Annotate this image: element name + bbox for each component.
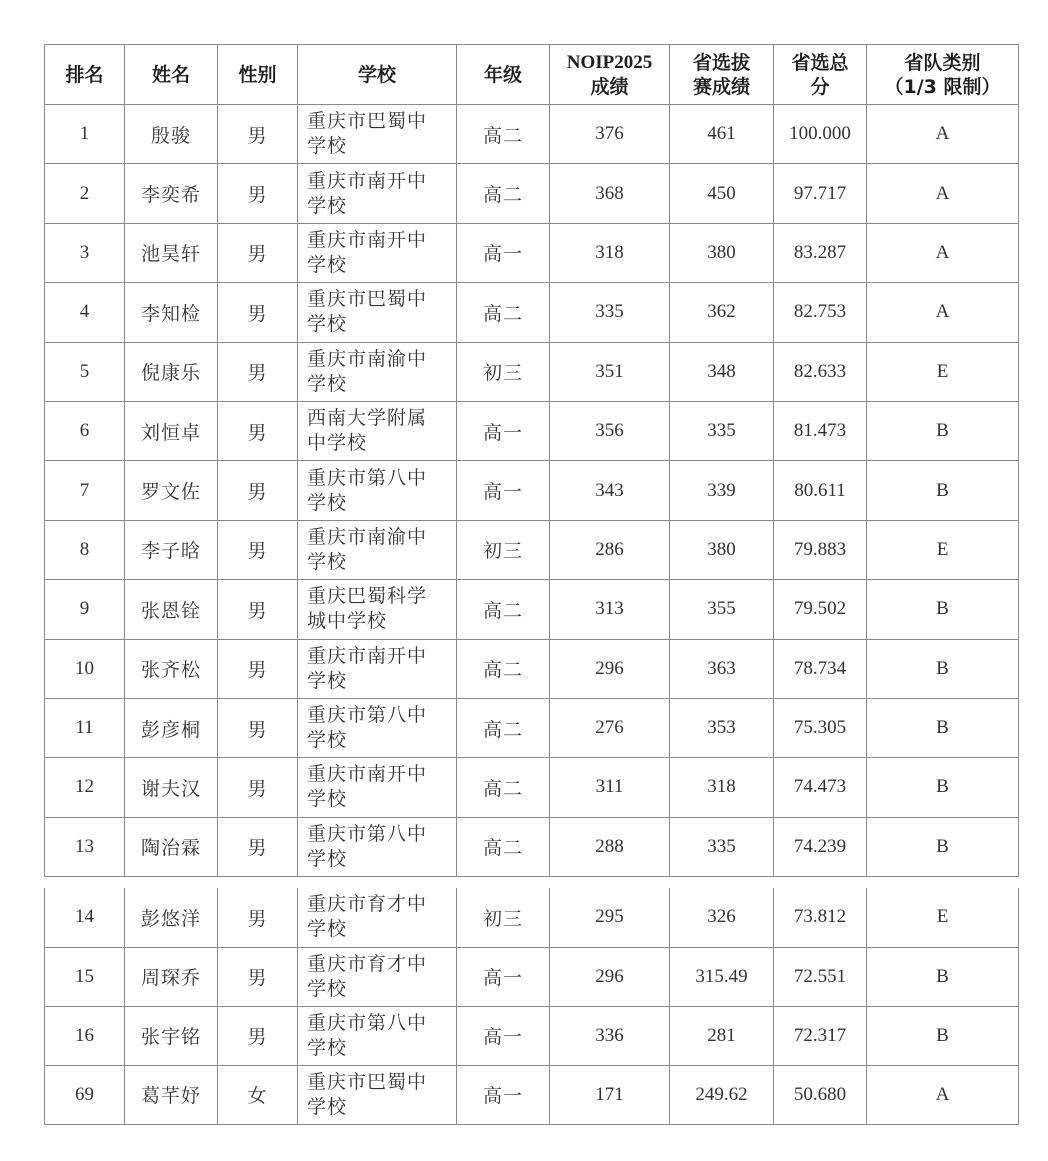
cell-school-line1: 重庆市巴蜀中 [307, 1070, 428, 1093]
cell-gender: 男 [218, 698, 298, 757]
cell-rank: 16 [45, 1006, 125, 1065]
cell-school [298, 105, 457, 164]
cell-name: 葛芊妤 [125, 1065, 218, 1124]
header-row [45, 45, 1019, 105]
cell-grade: 高二 [457, 580, 550, 639]
cell-total-score: 50.680 [774, 1065, 867, 1124]
cell-total-score: 82.633 [774, 342, 867, 401]
cell-team-category: A [867, 223, 1019, 282]
cell-selection-score: 355 [670, 580, 774, 639]
cell-school-line1: 重庆市南渝中 [307, 525, 428, 548]
cell-school-line1: 重庆市第八中 [307, 704, 428, 727]
cell-grade: 高二 [457, 758, 550, 817]
cell-selection-score: 353 [670, 698, 774, 757]
cell-rank: 6 [45, 401, 125, 460]
cell-gender: 男 [218, 520, 298, 579]
table-row [45, 698, 1019, 757]
cell-gender: 男 [218, 817, 298, 876]
cell-gender: 男 [218, 283, 298, 342]
cell-school [298, 758, 457, 817]
cell-school-line1: 重庆市第八中 [307, 1011, 428, 1034]
cell-rank: 9 [45, 580, 125, 639]
cell-gender: 男 [218, 461, 298, 520]
cell-total-score: 80.611 [774, 461, 867, 520]
cell-rank: 3 [45, 223, 125, 282]
cell-school-line1: 重庆市南开中 [307, 763, 428, 786]
cell-total-score: 75.305 [774, 698, 867, 757]
cell-noip-score: 286 [550, 520, 670, 579]
cell-team-category: B [867, 639, 1019, 698]
cell-name: 张宇铭 [125, 1006, 218, 1065]
header-noip-line2: 成绩 [590, 75, 629, 98]
table-row [45, 223, 1019, 282]
table-row [45, 342, 1019, 401]
cell-rank: 8 [45, 520, 125, 579]
cell-grade: 高一 [457, 947, 550, 1006]
header-name: 姓名 [125, 45, 218, 105]
cell-school-line1: 西南大学附属 [307, 407, 428, 430]
cell-selection-score: 335 [670, 401, 774, 460]
cell-school-line2: 学校 [307, 135, 348, 158]
cell-gender: 男 [218, 401, 298, 460]
cell-selection-score: 380 [670, 223, 774, 282]
cell-school [298, 698, 457, 757]
cell-grade: 高二 [457, 698, 550, 757]
cell-team-category: E [867, 520, 1019, 579]
cell-grade: 初三 [457, 520, 550, 579]
header-team-category [867, 45, 1019, 105]
cell-team-category: B [867, 698, 1019, 757]
cell-rank: 14 [45, 888, 125, 947]
cell-grade: 高二 [457, 105, 550, 164]
cell-noip-score: 318 [550, 223, 670, 282]
cell-rank: 7 [45, 461, 125, 520]
table-row [45, 1006, 1019, 1065]
cell-noip-score: 276 [550, 698, 670, 757]
cell-team-category: B [867, 758, 1019, 817]
cell-team-category: A [867, 105, 1019, 164]
cell-total-score: 79.883 [774, 520, 867, 579]
cell-gender: 男 [218, 580, 298, 639]
table-row [45, 520, 1019, 579]
cell-grade: 高一 [457, 1065, 550, 1124]
table-row [45, 639, 1019, 698]
cell-selection-score: 339 [670, 461, 774, 520]
cell-selection-score: 348 [670, 342, 774, 401]
cell-school-line1: 重庆市巴蜀中 [307, 288, 428, 311]
cell-school [298, 520, 457, 579]
cell-selection-score: 315.49 [670, 947, 774, 1006]
table-row [45, 888, 1019, 947]
cell-school-line1: 重庆市南开中 [307, 644, 428, 667]
header-rank: 排名 [45, 45, 125, 105]
table-row [45, 947, 1019, 1006]
cell-noip-score: 295 [550, 888, 670, 947]
table-row [45, 164, 1019, 223]
cell-grade: 初三 [457, 888, 550, 947]
cell-school-line1: 重庆市南渝中 [307, 347, 428, 370]
cell-school-line1: 重庆市南开中 [307, 228, 428, 251]
table-body-continued [45, 888, 1019, 1124]
cell-school [298, 401, 457, 460]
cell-noip-score: 336 [550, 1006, 670, 1065]
cell-name: 张齐松 [125, 639, 218, 698]
cell-selection-score: 326 [670, 888, 774, 947]
cell-selection-score: 450 [670, 164, 774, 223]
cell-name: 倪康乐 [125, 342, 218, 401]
header-grade: 年级 [457, 45, 550, 105]
cell-team-category: B [867, 461, 1019, 520]
cell-noip-score: 296 [550, 639, 670, 698]
cell-gender: 男 [218, 758, 298, 817]
cell-total-score: 72.317 [774, 1006, 867, 1065]
cell-school-line2: 学校 [307, 977, 348, 1000]
cell-grade: 高一 [457, 401, 550, 460]
cell-name: 陶治霖 [125, 817, 218, 876]
cell-name: 谢夫汉 [125, 758, 218, 817]
cell-total-score: 72.551 [774, 947, 867, 1006]
cell-school-line1: 重庆市第八中 [307, 466, 428, 489]
cell-name: 彭悠洋 [125, 888, 218, 947]
cell-school [298, 1006, 457, 1065]
cell-school-line1: 重庆市育才中 [307, 952, 428, 975]
cell-noip-score: 311 [550, 758, 670, 817]
cell-team-category: B [867, 580, 1019, 639]
cell-selection-score: 362 [670, 283, 774, 342]
cell-total-score: 73.812 [774, 888, 867, 947]
cell-school [298, 639, 457, 698]
table-row [45, 105, 1019, 164]
cell-grade: 高一 [457, 223, 550, 282]
cell-team-category: E [867, 342, 1019, 401]
cell-rank: 4 [45, 283, 125, 342]
cell-selection-score: 249.62 [670, 1065, 774, 1124]
cell-rank: 1 [45, 105, 125, 164]
table-row [45, 580, 1019, 639]
cell-school-line2: 城中学校 [307, 610, 388, 633]
cell-team-category: B [867, 1006, 1019, 1065]
cell-school [298, 947, 457, 1006]
table-row [45, 1065, 1019, 1124]
cell-grade: 初三 [457, 342, 550, 401]
cell-school [298, 342, 457, 401]
cell-school [298, 817, 457, 876]
cell-selection-score: 335 [670, 817, 774, 876]
cell-total-score: 97.717 [774, 164, 867, 223]
header-total-score [774, 45, 867, 105]
header-noip-line1: NOIP2025 [566, 51, 653, 73]
header-category-line1: 省队类别 [904, 51, 981, 74]
ranking-table-continued [44, 888, 1019, 1125]
cell-team-category: B [867, 817, 1019, 876]
cell-name: 殷骏 [125, 105, 218, 164]
cell-noip-score: 296 [550, 947, 670, 1006]
cell-rank: 11 [45, 698, 125, 757]
cell-school-line2: 学校 [307, 313, 348, 336]
cell-gender: 男 [218, 105, 298, 164]
cell-school-line2: 学校 [307, 669, 348, 692]
cell-grade: 高二 [457, 283, 550, 342]
header-selection-line1: 省选拔 [692, 51, 750, 74]
cell-gender: 男 [218, 1006, 298, 1065]
cell-school-line2: 中学校 [307, 432, 368, 455]
cell-selection-score: 363 [670, 639, 774, 698]
cell-school-line2: 学校 [307, 918, 348, 941]
cell-school-line2: 学校 [307, 847, 348, 870]
cell-school-line2: 学校 [307, 1036, 348, 1059]
cell-name: 罗文佐 [125, 461, 218, 520]
cell-total-score: 74.239 [774, 817, 867, 876]
cell-gender: 男 [218, 164, 298, 223]
cell-noip-score: 343 [550, 461, 670, 520]
table-row [45, 283, 1019, 342]
cell-school [298, 580, 457, 639]
header-gender: 性别 [218, 45, 298, 105]
cell-school-line2: 学校 [307, 550, 348, 573]
cell-noip-score: 368 [550, 164, 670, 223]
cell-grade: 高一 [457, 1006, 550, 1065]
cell-grade: 高二 [457, 164, 550, 223]
cell-noip-score: 313 [550, 580, 670, 639]
cell-noip-score: 171 [550, 1065, 670, 1124]
cell-noip-score: 356 [550, 401, 670, 460]
cell-school [298, 461, 457, 520]
cell-name: 周琛乔 [125, 947, 218, 1006]
cell-school-line1: 重庆市南开中 [307, 169, 428, 192]
table-header [45, 45, 1019, 105]
cell-team-category: A [867, 164, 1019, 223]
cell-team-category: A [867, 1065, 1019, 1124]
cell-team-category: A [867, 283, 1019, 342]
cell-noip-score: 376 [550, 105, 670, 164]
cell-school-line1: 重庆市巴蜀中 [307, 110, 428, 133]
cell-grade: 高二 [457, 817, 550, 876]
cell-name: 刘恒卓 [125, 401, 218, 460]
cell-total-score: 81.473 [774, 401, 867, 460]
cell-total-score: 78.734 [774, 639, 867, 698]
cell-selection-score: 380 [670, 520, 774, 579]
table-row [45, 461, 1019, 520]
cell-school [298, 164, 457, 223]
table-row [45, 758, 1019, 817]
ranking-table [44, 44, 1019, 877]
header-category-line2: （1/3 限制） [884, 75, 1001, 98]
header-selection-line2: 赛成绩 [692, 75, 750, 98]
cell-name: 彭彦桐 [125, 698, 218, 757]
cell-gender: 男 [218, 223, 298, 282]
cell-name: 李奕希 [125, 164, 218, 223]
cell-rank: 69 [45, 1065, 125, 1124]
cell-selection-score: 461 [670, 105, 774, 164]
cell-grade: 高一 [457, 461, 550, 520]
cell-school-line2: 学校 [307, 253, 348, 276]
cell-school [298, 223, 457, 282]
header-total-line1: 省选总 [791, 51, 849, 74]
cell-name: 池昊轩 [125, 223, 218, 282]
header-noip-score [550, 45, 670, 105]
cell-team-category: E [867, 888, 1019, 947]
cell-total-score: 74.473 [774, 758, 867, 817]
cell-gender: 男 [218, 639, 298, 698]
cell-noip-score: 335 [550, 283, 670, 342]
cell-school-line1: 重庆市育才中 [307, 893, 428, 916]
cell-selection-score: 318 [670, 758, 774, 817]
cell-total-score: 82.753 [774, 283, 867, 342]
cell-gender: 男 [218, 947, 298, 1006]
cell-school-line2: 学校 [307, 194, 348, 217]
cell-school-line1: 重庆市第八中 [307, 822, 428, 845]
cell-school-line2: 学校 [307, 491, 348, 514]
cell-school-line2: 学校 [307, 788, 348, 811]
table-row [45, 817, 1019, 876]
table-row [45, 401, 1019, 460]
cell-grade: 高二 [457, 639, 550, 698]
cell-total-score: 100.000 [774, 105, 867, 164]
cell-school-line2: 学校 [307, 1095, 348, 1118]
cell-gender: 男 [218, 888, 298, 947]
table-body [45, 105, 1019, 877]
cell-rank: 13 [45, 817, 125, 876]
cell-gender: 男 [218, 342, 298, 401]
cell-school [298, 888, 457, 947]
cell-team-category: B [867, 947, 1019, 1006]
cell-school-line2: 学校 [307, 729, 348, 752]
cell-school-line1: 重庆巴蜀科学 [307, 585, 428, 608]
cell-noip-score: 288 [550, 817, 670, 876]
cell-school [298, 283, 457, 342]
cell-rank: 12 [45, 758, 125, 817]
cell-rank: 15 [45, 947, 125, 1006]
header-school: 学校 [298, 45, 457, 105]
cell-rank: 10 [45, 639, 125, 698]
cell-total-score: 83.287 [774, 223, 867, 282]
cell-rank: 5 [45, 342, 125, 401]
cell-selection-score: 281 [670, 1006, 774, 1065]
cell-name: 张恩铨 [125, 580, 218, 639]
cell-school-line2: 学校 [307, 372, 348, 395]
cell-name: 李子晗 [125, 520, 218, 579]
cell-team-category: B [867, 401, 1019, 460]
cell-noip-score: 351 [550, 342, 670, 401]
header-selection-score [670, 45, 774, 105]
cell-gender: 女 [218, 1065, 298, 1124]
header-total-line2: 分 [810, 75, 830, 98]
cell-school [298, 1065, 457, 1124]
cell-name: 李知检 [125, 283, 218, 342]
cell-total-score: 79.502 [774, 580, 867, 639]
cell-rank: 2 [45, 164, 125, 223]
